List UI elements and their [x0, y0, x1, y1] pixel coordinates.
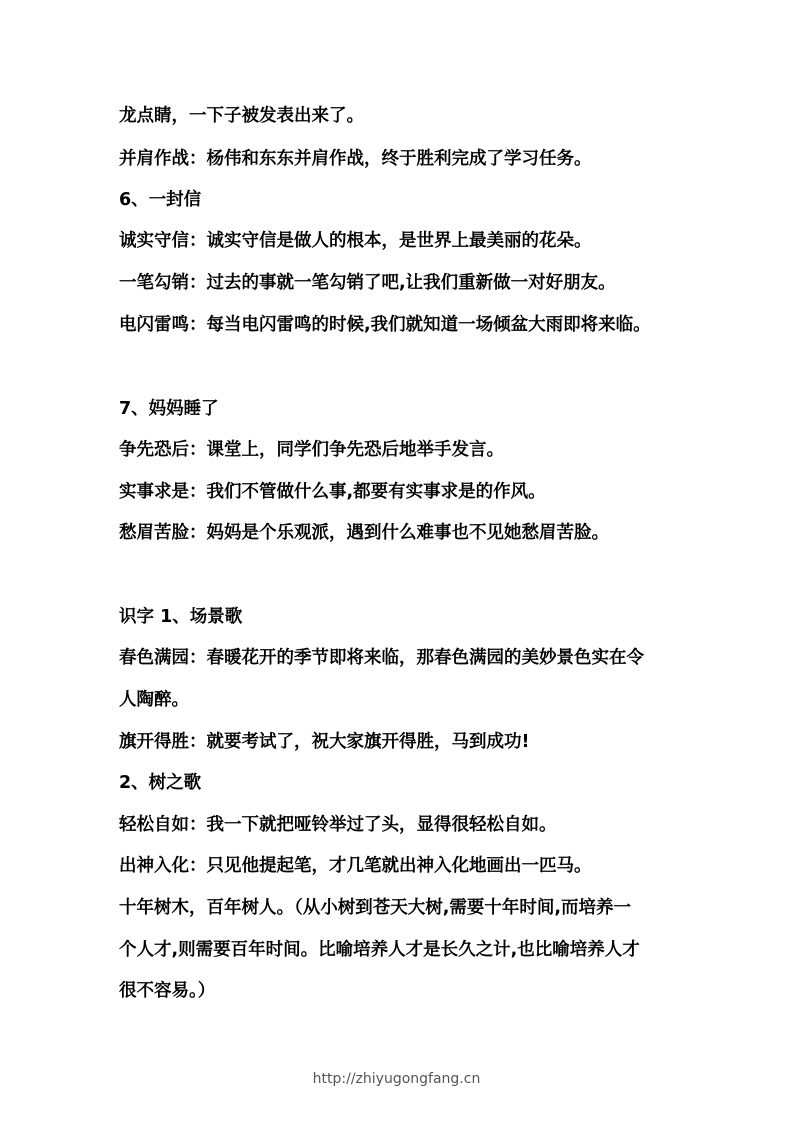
- section-heading: 6、一封信: [119, 190, 202, 210]
- text-line: 争先恐后：课堂上，同学们争先恐后地举手发言。: [119, 440, 504, 460]
- text-line: 出神入化：只见他提起笔，才几笔就出神入化地画出一匹马。: [119, 856, 592, 876]
- text-line: 龙点睛，一下子被发表出来了。: [119, 106, 364, 126]
- text-line: 个人才,则需要百年时间。比喻培养人才是长久之计,也比喻培养人才: [119, 940, 640, 960]
- section-heading: 7、妈妈睡了: [119, 399, 219, 419]
- footer-url: http://zhiyugongfang.cn: [312, 1071, 481, 1087]
- text-line: 轻松自如：我一下就把哑铃举过了头，显得很轻松自如。: [119, 815, 557, 835]
- text-line: 电闪雷鸣：每当电闪雷鸣的时候,我们就知道一场倾盆大雨即将来临。: [119, 315, 651, 335]
- text-line: 一笔勾销：过去的事就一笔勾销了吧,让我们重新做一对好朋友。: [119, 273, 616, 293]
- text-line: 十年树木，百年树人。（从小树到苍天大树,需要十年时间,而培养一: [119, 898, 632, 918]
- text-line: 愁眉苦脸：妈妈是个乐观派，遇到什么难事也不见她愁眉苦脸。: [119, 523, 609, 543]
- text-line: 诚实守信：诚实守信是做人的根本，是世界上最美丽的花朵。: [119, 231, 592, 251]
- text-line: 人陶醉。: [119, 690, 189, 710]
- text-line: 实事求是：我们不管做什么事,都要有实事求是的作风。: [119, 482, 546, 502]
- text-line: 春色满园：春暖花开的季节即将来临，那春色满园的美妙景色实在令: [119, 648, 644, 668]
- text-line: 很不容易。）: [119, 981, 216, 1001]
- text-line: 并肩作战：杨伟和东东并肩作战，终于胜利完成了学习任务。: [119, 149, 592, 169]
- text-line: 旗开得胜：就要考试了，祝大家旗开得胜，马到成功!: [119, 732, 530, 752]
- section-heading: 2、树之歌: [119, 773, 202, 793]
- section-heading: 识字 1、场景歌: [119, 607, 243, 627]
